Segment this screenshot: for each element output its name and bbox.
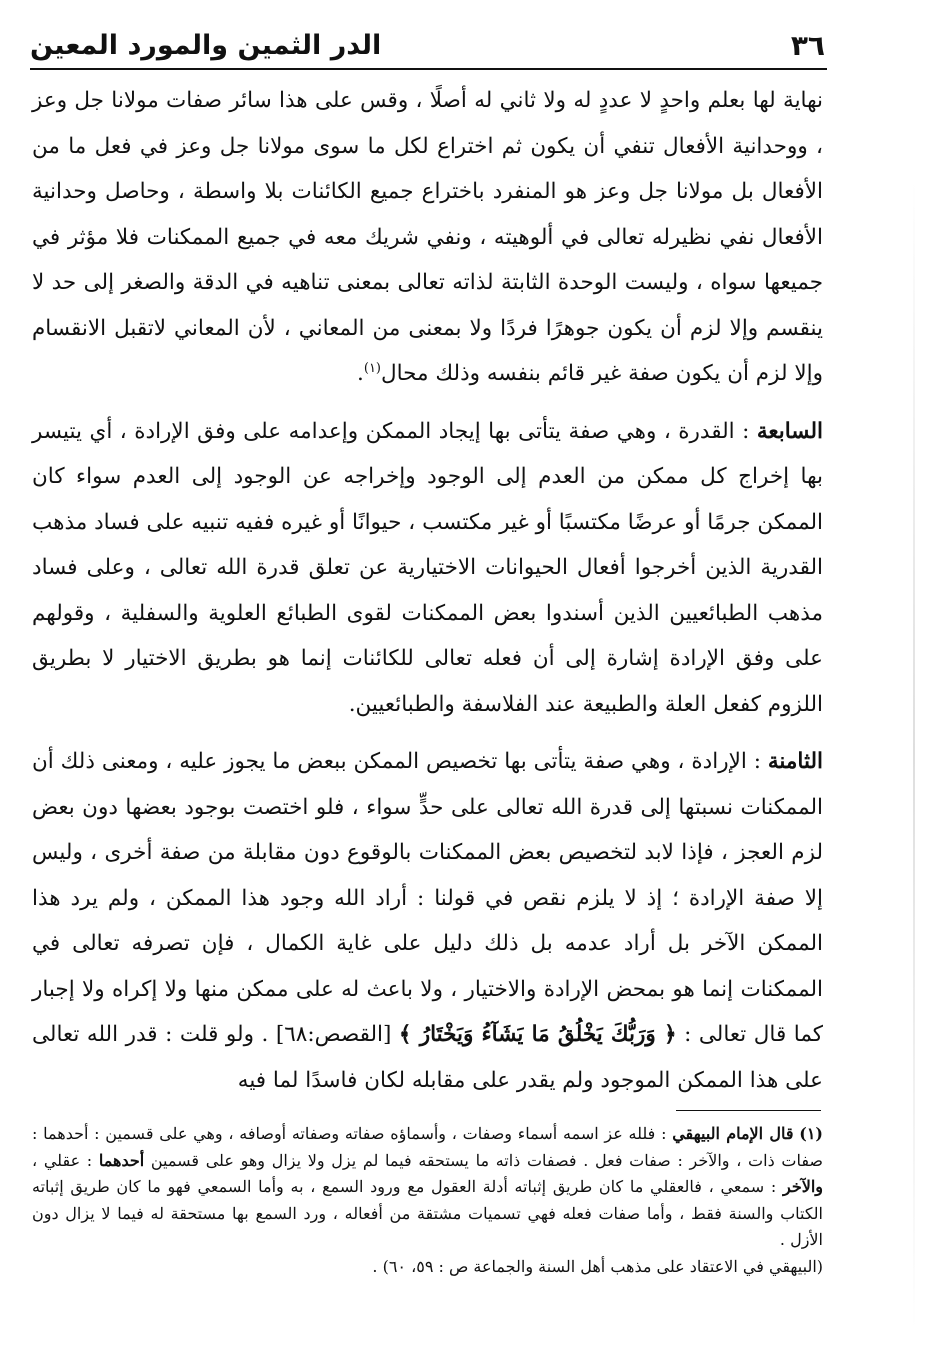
footnote-text-1: : فلله عز اسمه أسماء وصفات ، وأسماؤه صفاته وصفاته أوصافه ، وهي على قسمين : أحدهما : صفات ذات ، والآخر : صفات فعل . فصفات ذاته ما يستحقه فيما لم يزل ولا يزال وهو على قسمين [32,1124,823,1170]
footnote-text-3: : سمعي ، فالعقلي ما كان طريق إثباته أدلة العقول مع ورود السمع ، به وأما السمعي فهو ما كان طريق إثباته الكتاب والسنة فقط ، وأما صفات فعله فهي تسميات مشتقة من أفعاله ، ورد السمع بها مستحقة له فيما لا يزال دون الأزل . [32,1177,824,1249]
seventh-heading: السابعة [756,418,823,444]
footnote-lead: قال الإمام البيهقي [672,1124,794,1143]
eighth-text-continued: [القصص:٦٨] . ولو قلت : قدر الله تعالى على هذا الممكن الموجود ولم يقدر على مقابله لكان فاسدًا لما فيه [32,1022,823,1093]
paragraph-seventh [32,409,823,728]
footnote-reference: (١) [363,360,381,376]
page-number: ٣٦ [790,28,825,62]
seventh-text: : القدرة ، وهي صفة يتأتى بها إيجاد الممكن وإعدامه على وفق الإرادة ، أي يتيسر بها إخراج كل ممكن من العدم إلى الوجود وإخراجه عن الوجود إلى العدم سواء كان الممكن جرمًا أو عرضًا مكتسبًا أو غير مكتسب ، حيوانًا أو غيره ففيه تنبيه على فساد مذهب القدرية الذين أخرجوا أفعال الحيوانات الاختيارية عن تعلق قدرة الله تعالى ، وعلى فساد مذهب الطبائعيين الذين أسندوا بعض الممكنات لقوى الطبائع العلوية والسفلية ، وقولهم على وفق الإرادة إشارة إلى أن فعله تعالى للكائنات إنما هو بطريق الاختيار لا بطريق اللزوم كفعل العلة والطبيعة عند الفلاسفة والطبائعيين. [32,418,823,717]
footnote-separator [676,1110,821,1111]
paragraph-eighth [32,739,823,1103]
footnote-number: (١) [799,1124,823,1143]
footnote-bold-2: أحدهما [98,1150,145,1170]
eighth-text: : الإرادة ، وهي صفة يتأتى بها تخصيص الممكن ببعض ما يجوز عليه ، ومعنى ذلك أن الممكنات نسبتها إلى قدرة الله تعالى على حدٍّ سواء ، فلو اختصت بوجود بعضها دون بعض لزم العجز ، فإذا لابد لتخصيص بعض الممكنات بالوقوع دون مقابلة من صفة أخرى ، وليس إلا صفة الإرادة ؛ إذ لا يلزم نقص في قولنا : أراد الله وجود هذا الممكن ، ولم يرد هذا الممكن الآخر بل أراد عدمه بل ذلك دليل على غاية الكمال ، فإن تصرفه تعالى في الممكنات إنما هو بمحض الإرادة والاختيار ، ولا باعث له على ممكن منها ولا إكراه ولا إجبار كما قال تعالى : [32,749,823,1047]
footnote [32,1121,823,1280]
book-title: الدر الثمين والمورد المعين [30,29,382,61]
footnote-source: (البيهقي في الاعتقاد على مذهب أهل السنة والجماعة ص : ٥٩، ٦٠) . [372,1256,823,1276]
paragraph-1-text: نهاية لها بعلم واحدٍ لا عددٍ له ولا ثاني له أصلًا ، وقس على هذا سائر صفات مولانا جل وعز ، ووحدانية الأفعال تنفي أن يكون ثم اختراع لكل ما سوى مولانا جل وعز في فعل ما من الأفعال بل مولانا جل وعز هو المنفرد باختراع جميع الكائنات بلا واسطة ، وحاصل وحدانية الأفعال نفي نظيرله تعالى في ألوهيته ، ونفي شريك معه في جميع الممكنات فلا مؤثر في جميعها سواه ، وليست الوحدة الثابتة لذاته تعالى بمعنى تناهيه في الدقة والصغر إلى حد لا ينقسم وإلا لزم أن يكون جوهرًا فردًا ولا بمعنى من المعاني ، لأن المعاني لاتقبل الانقسام وإلا لزم أن يكون صفة غير قائم بنفسه وذلك محال [32,88,823,386]
paragraph-1-end: . [357,361,364,386]
page-header [30,22,827,70]
main-text [32,78,823,1115]
scan-margin-shadow [913,180,915,1330]
footnote-body [32,1121,823,1254]
paragraph-1 [32,78,823,397]
eighth-heading: الثامنة [767,749,823,774]
footnote-text-2: : عقلي ، [32,1150,99,1170]
quran-verse: ﴿ وَرَبُّكَ يَخْلُقُ مَا يَشَآءُ وَيَخْتَارُ ﴾ [398,1022,677,1047]
footnote-bold-3: والآخر [782,1177,823,1196]
